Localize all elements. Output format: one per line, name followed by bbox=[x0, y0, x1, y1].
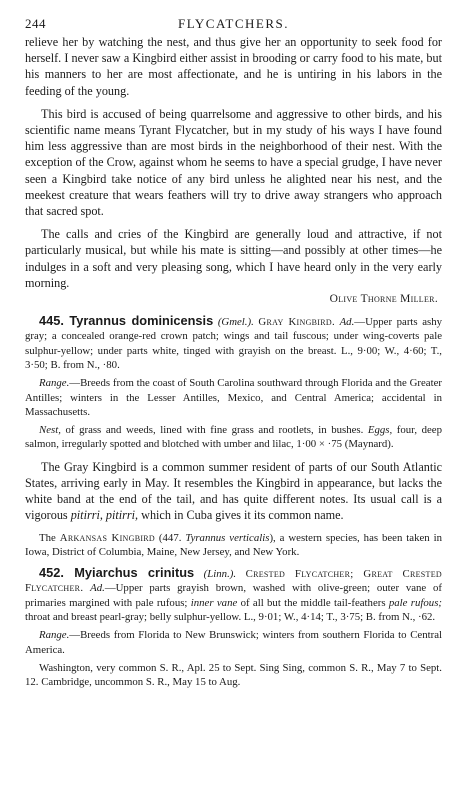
species-452-range-label: Range. bbox=[39, 629, 70, 642]
author-signature: Olive Thorne Miller. bbox=[329, 293, 438, 306]
species-452-authority: (Linn.). bbox=[203, 568, 237, 581]
species-445-ad-label: Ad. bbox=[339, 316, 355, 329]
running-head: FLYCATCHERS. bbox=[178, 16, 289, 31]
species-445-nest-label: Nest, bbox=[39, 424, 61, 437]
species-452-range: —Breeds from Florida to New Brunswick; winters from southern Florida to Central America. bbox=[25, 629, 442, 656]
species-452-desc-pale-rufous: pale rufous; bbox=[388, 596, 442, 609]
species-452-range-paragraph bbox=[25, 628, 442, 657]
arkansas-rest: ), a western species, has been taken in Iowa, District of Columbia, Maine, New Jersey, and New York. bbox=[25, 531, 442, 558]
paragraph-calls: The calls and cries of the Kingbird are generally loud and attractive, if not particularly musical, but while his mate is sitting—and possibly at other times—he indulges in a soft and very pleasing song, which I have heard only in the very early morning. bbox=[25, 227, 442, 290]
species-452-ad-label: Ad. bbox=[90, 582, 105, 595]
species-445-entry bbox=[25, 314, 442, 372]
species-445-call-word: pitirri, pitirri, bbox=[70, 508, 139, 523]
arkansas-kingbird-note bbox=[25, 531, 442, 560]
arkansas-common-name: Arkansas Kingbird bbox=[59, 531, 156, 544]
species-445-range-label: Range. bbox=[39, 377, 70, 390]
species-452-desc-c: throat and breast pearl-gray; belly sulphur-yellow. L., 9·01; W., 4·14; T., 3·75; B. from N., ·62. bbox=[25, 611, 436, 624]
species-445-range-paragraph bbox=[25, 376, 442, 419]
arkansas-pre: The bbox=[39, 531, 60, 544]
species-452-desc-a: —Upper parts grayish brown, washed with olive-green; outer vane of primaries margined with pale rufous; bbox=[25, 582, 442, 609]
species-445-account bbox=[25, 459, 442, 524]
species-452-heading: 452. Myiarchus crinitus bbox=[39, 565, 195, 581]
species-445-eggs-label: Eggs, bbox=[367, 424, 393, 437]
paragraph-continued: relieve her by watching the nest, and thus give her an opportunity to seek food for herself. I never saw a Kingbird either assist in brooding or carry food to his mate, but his manners to her are most affectionate, and he is untiring in his labors in the feeding of the young. bbox=[25, 35, 442, 98]
species-452-desc-inner-vane: inner vane bbox=[190, 596, 238, 609]
page-number: 244 bbox=[25, 16, 46, 31]
arkansas-paren: (447. bbox=[155, 531, 186, 544]
species-452-common-name: Crested Flycatcher; Great Crested Flycatcher. bbox=[25, 568, 442, 595]
species-445-account-text: The Gray Kingbird is a common summer resident of parts of our South Atlantic States, arriving early in May. It resembles the Kingbird in appearance, but lacks the white band at the end of the tail, and has quite different notes. Its usual call is a vigorous bbox=[25, 459, 442, 523]
species-445-heading: 445. Tyrannus dominicensis bbox=[39, 313, 214, 329]
species-445-range: —Breeds from the coast of South Carolina southward through Florida and the Greater Antilles; winters in the Lesser Antilles, Mexico, and Central America; accidental in Massachusetts. bbox=[25, 377, 442, 418]
species-452-desc-b: of all but the middle tail-feathers bbox=[237, 596, 389, 609]
species-445-authority: (Gmel.). bbox=[217, 316, 254, 329]
species-445-nest: of grass and weeds, lined with fine grass and rootlets, in bushes. bbox=[60, 424, 364, 437]
species-452-records: Washington, very common S. R., Apl. 25 to Sept. Sing Sing, common S. R., May 7 to Sept. 12. Cambridge, uncommon S. R., May 15 to Aug. bbox=[25, 661, 442, 689]
paragraph-quarrelsome: This bird is accused of being quarrelsome and aggressive to other birds, and his scientific name means Tyrant Flycatcher, but in my study of his ways I have found him less aggressive than are most birds in the neighborhood of their nest. With the exception of the Crow, against whom he seems to have a special grudge, I have never seen a Kingbird take notice of any bird unless he alighted near his nest, and the meekest creature that wears feathers will try to drive away strangers who approach that sacred spot. bbox=[25, 106, 442, 219]
species-445-account-end: which in Cuba gives it its common name. bbox=[138, 508, 344, 523]
species-445-common-name: Gray Kingbird. bbox=[258, 316, 335, 329]
page-header bbox=[25, 14, 442, 34]
species-445-description: —Upper parts ashy gray; a concealed orange-red crown patch; wings and tail fuscous; under wing-coverts pale sulphur-yellow; under parts white, tinged with grayish on the breast. L., 9·00; W., 4·60; T., 3·50; B. from N., ·80. bbox=[25, 316, 443, 371]
species-445-nest-paragraph bbox=[25, 423, 442, 452]
species-452-entry bbox=[25, 566, 442, 624]
arkansas-scientific-name: Tyrannus verticalis bbox=[185, 531, 270, 544]
species-445-eggs: four, deep salmon, irregularly spotted and blotched with umber and lilac, 1·00 × ·75 (Maynard). bbox=[25, 424, 442, 451]
